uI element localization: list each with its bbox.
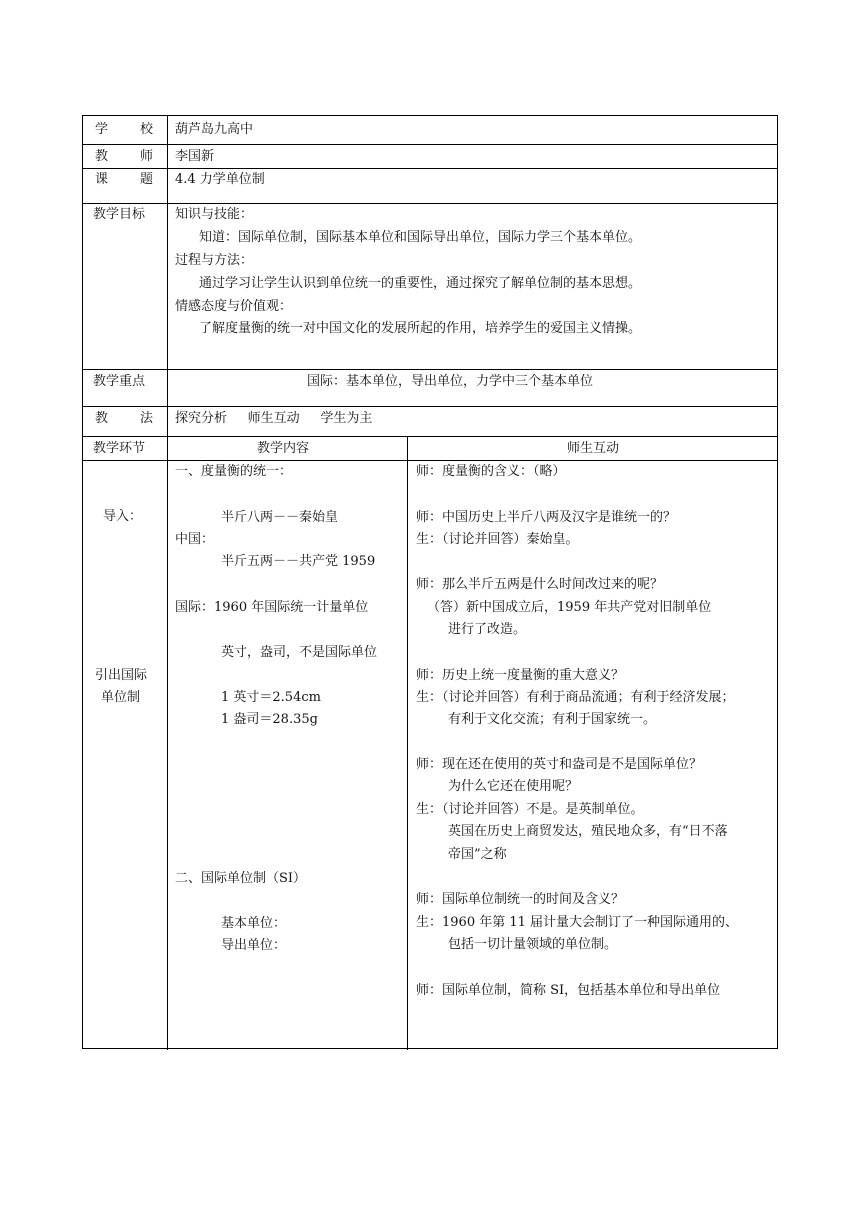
objectives-line: 情感态度与价值观： [175,299,293,314]
interaction-line: 师：现在还在使用的英寸和盎司是不是国际单位？ [416,757,703,772]
interaction-line: 师：国际单位制，简称 SI，包括基本单位和导出单位 [416,983,721,998]
stage-lead: 引出国际 [95,668,148,683]
lesson-plan-table [82,115,778,1049]
content-line: 二、国际单位制（SI） [175,871,307,886]
topic-value: 4.4 力学单位制 [175,172,265,187]
interaction-line: 生：（讨论并回答）秦始皇。 [416,532,579,547]
interaction-line: 有利于文化交流；有利于国家统一。 [448,712,657,727]
interaction-line: 英国在历史上商贸发达，殖民地众多，有“日不落 [448,824,728,839]
content-line: 1 盎司＝28.35g [221,712,318,727]
column-header-content: 教学内容 [257,441,310,456]
stage-intro: 导入： [103,509,143,524]
interaction-line: （答）新中国成立后，1959 年共产党对旧制单位 [427,600,712,615]
content-line: 半斤五两－－共产党 1959 [221,554,376,569]
column-divider [167,116,168,1050]
objectives-line: 通过学习让学生认识到单位统一的重要性，通过探究了解单位制的基本思想。 [199,276,642,291]
column-header-interaction: 师生互动 [567,441,620,456]
objectives-line: 知识与技能： [175,207,254,222]
interaction-line: 生：（讨论并回答）不是。是英制单位。 [416,802,644,817]
keypoints-value: 国际：基本单位，导出单位，力学中三个基本单位 [307,374,594,389]
teacher-value: 李国新 [175,149,215,164]
interaction-line: 生：1960 年第 11 届计量大会制订了一种国际通用的、 [416,915,739,930]
interaction-line: 帝国”之称 [448,847,507,862]
content-line: 中国： [175,532,215,547]
interaction-line: 包括一切计量领域的单位制。 [448,937,618,952]
interaction-line: 进行了改造。 [448,622,527,637]
interaction-line: 生：（讨论并回答）有利于商品流通；有利于经济发展； [416,690,735,705]
interaction-line: 师：度量衡的含义：（略） [416,464,566,479]
method-label: 教 法 [95,411,154,426]
row-divider [83,369,777,370]
objectives-label: 教学目标 [93,207,146,222]
column-divider [407,436,408,1050]
interaction-line: 师：那么半斤五两是什么时间改过来的呢？ [416,577,664,592]
content-line: 基本单位： [221,916,287,931]
objectives-line: 了解度量衡的统一对中国文化的发展所起的作用，培养学生的爱国主义情操。 [199,321,642,336]
row-divider [83,436,777,437]
interaction-line: 师：中国历史上半斤八两及汉字是谁统一的？ [416,510,677,525]
row-divider [83,203,777,204]
content-line: 英寸，盎司，不是国际单位 [221,645,378,660]
interaction-line: 师：历史上统一度量衡的重大意义？ [416,668,625,683]
stage-lead: 单位制 [101,690,141,705]
column-header-stage: 教学环节 [93,441,146,456]
content-line: 一、度量衡的统一： [175,464,293,479]
objectives-line: 过程与方法： [175,253,254,268]
school-value: 葫芦岛九高中 [175,122,254,137]
keypoints-label: 教学重点 [93,374,146,389]
row-divider [83,406,777,407]
row-divider [83,460,777,461]
content-line: 国际：1960 年国际统一计量单位 [175,600,369,615]
method-value: 探究分析 师生互动 学生为主 [175,411,373,426]
content-line: 导出单位： [221,938,287,953]
interaction-line: 师：国际单位制统一的时间及含义？ [416,892,625,907]
teacher-label: 教 师 [95,149,154,164]
school-label: 学 校 [95,122,154,137]
row-divider [83,168,777,169]
row-divider [83,144,777,145]
interaction-line: 为什么它还在使用呢？ [448,779,579,794]
content-line: 1 英寸＝2.54cm [221,690,321,705]
content-line: 半斤八两－－秦始皇 [221,510,339,525]
topic-label: 课 题 [95,172,154,187]
objectives-line: 知道：国际单位制，国际基本单位和国际导出单位，国际力学三个基本单位。 [199,230,642,245]
